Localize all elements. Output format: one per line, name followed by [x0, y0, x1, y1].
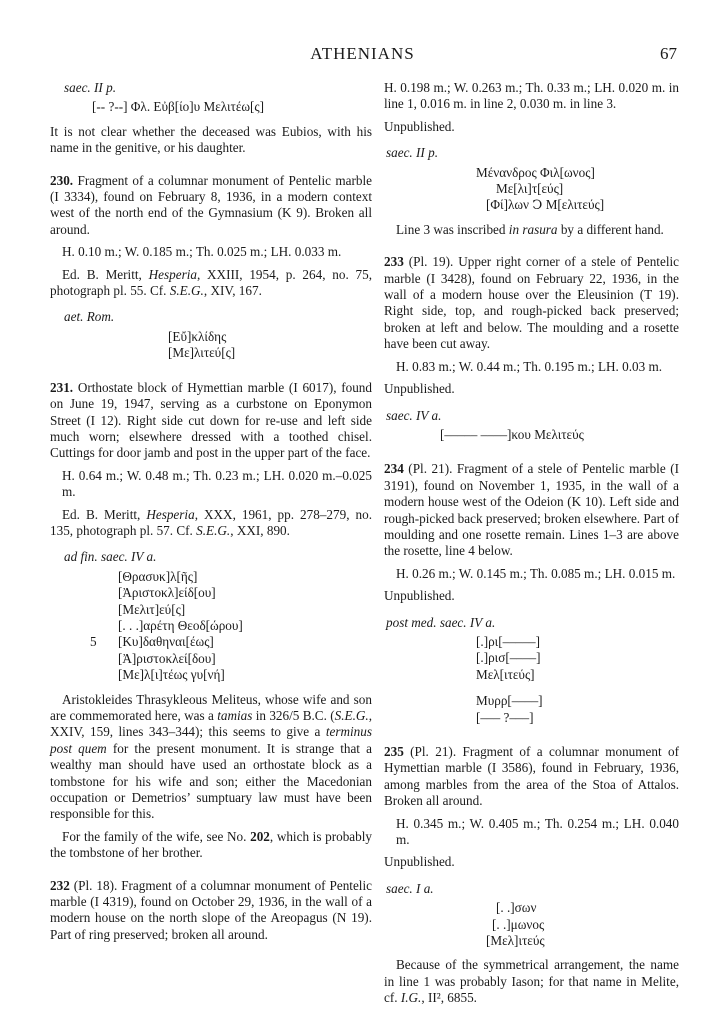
line-marker: 5 [90, 634, 97, 650]
inscription-line: [Φί]λων Ↄ Μ[ελιτεύς] [486, 197, 605, 213]
left-column [50, 80, 372, 949]
entry-description: 231. Orthostate block of Hymettian marble (I 6017), found on June 19, 1947, serving as a curbstone on Eponymon Street (I 12). Right side cut down for re-use and left side much worn; elsewhere dressed with a toothed chisel. Cuttings for door jamb and post in the upper part of the face. [50, 379, 372, 461]
inscription-text [384, 900, 679, 949]
inscription-text [384, 634, 679, 726]
entry-date: saec. IV a. [386, 407, 442, 423]
entry-dimensions: H. 0.26 m.; W. 0.145 m.; Th. 0.085 m.; LH. 0.015 m. [396, 565, 676, 581]
inscription-line: Μελ[ιτεύς] [476, 666, 535, 682]
entry-231 [50, 380, 372, 862]
inscription-line: 5 [Κυ]δαθηναι[έως] [90, 634, 214, 650]
entry-commentary: Line 3 was inscribed in rasura by a different hand. [396, 221, 664, 237]
entry-commentary: It is not clear whether the deceased was Eubios, with his name in the genitive, or his daughter. [50, 123, 372, 156]
inscription-text [50, 569, 372, 684]
inscription-line: [.]ρισ[––––] [476, 650, 541, 666]
entry-commentary: For the family of the wife, see No. 202, which is probably the tombstone of her brother. [50, 828, 373, 861]
inscription-line: Με[λι]τ[εύς] [496, 181, 564, 197]
right-column [384, 80, 679, 1013]
entry-number: 230. [50, 172, 74, 188]
entry-description: 234 (Pl. 21). Fragment of a stele of Pentelic marble (I 3191), found on November 1, 1935, in the wall of a modern house west of the Odeion (K 10). Left side and rough-picked back preserved; broken elsewhere. Part of moulding and one rosette remain. Lines 1–3 are above the rosette, line 4 below. [384, 461, 679, 559]
entry-dimensions: H. 0.345 m.; W. 0.405 m.; Th. 0.254 m.; LH. 0.040 m. [396, 815, 679, 848]
entry-233 [384, 254, 679, 443]
inscription-line: [Μελ]ιτεύς [486, 933, 545, 949]
entry-dimensions: H. 0.10 m.; W. 0.185 m.; Th. 0.025 m.; LH. 0.033 m. [62, 244, 342, 260]
inscription-line: [. . .]αρέτη Θεοδ[ώρου] [118, 617, 243, 633]
entry-status: Unpublished. [384, 854, 455, 870]
entry-date: saec. II p. [64, 80, 116, 95]
entry-232 [50, 878, 372, 944]
entry-description: 233 (Pl. 19). Upper right corner of a stele of Pentelic marble (I 3428), found on February 22, 1936, in the wall of a modern house over the Eleusinion (T 19). Right side, top, and rough-picked back preserved; broken at left and below. The moulding and a rosette have been cut away. [384, 254, 679, 352]
entry-description: 235 (Pl. 21). Fragment of a columnar monument of Hymettian marble (I 3586), found in February, 1936, among marbles from the area of the Stoa of Attalos. Broken all around. [384, 744, 679, 809]
entry-date: aet. Rom. [64, 309, 115, 325]
inscription-text [384, 165, 679, 214]
inscription-line: [––––– ––––]κου Μελιτεύς [440, 426, 584, 442]
entry-229-continuation [50, 80, 372, 157]
inscription-text [50, 329, 372, 362]
entry-bibliography: Ed. B. Meritt, Hesperia, XXX, 1961, pp. 278–279, no. 135, photograph pl. 57. Cf. S.E.G., XXI, 890. [50, 506, 372, 538]
inscription-line: [––– ?–––] [476, 709, 534, 725]
inscription-line: [Θρασυκ]λ[ῆς] [118, 568, 198, 584]
inscription-line: Μένανδρος Φιλ[ωνος] [476, 164, 595, 180]
inscription-line: [Με]λ[ι]τέως γυ[νή] [118, 667, 225, 683]
entry-number: 235 [384, 744, 404, 759]
entry-date: saec. I a. [386, 880, 434, 896]
inscription-line: [. .]σων [496, 900, 537, 916]
entry-date: post med. saec. IV a. [386, 614, 496, 630]
page-header [0, 44, 725, 70]
entry-234 [384, 461, 679, 726]
entry-status: Unpublished. [384, 588, 455, 604]
entry-description: 232 (Pl. 18). Fragment of a columnar monument of Pentelic marble (I 4319), found on October 29, 1936, in the wall of a modern house on the north slope of the Areopagus (N 19). Part of ring preserved; broken all around. [50, 877, 372, 942]
inscription-line: [Ἀ]ριστοκλεί[δου] [118, 650, 216, 666]
inscription-line: [-- ?--] Φλ. Εὐβ[ίο]υ Μελιτέω[ς] [92, 99, 265, 115]
entry-commentary: Aristokleides Thrasykleous Meliteus, whose wife and son are commemorated here, was a tamias in 326/5 B.C. (S.E.G., XXIV, 159, lines 343–344); this seems to give a terminus post quem for the present monument. It is strange that a wealthy man should have used an orthostate block as a tombstone for his wife and son; either the Macedonian occupation or Demetrios’ sumptuary law must have been responsible for this. [50, 691, 372, 822]
inscription-line: [Εὔ]κλίδης [168, 328, 227, 344]
entry-status: Unpublished. [384, 381, 455, 397]
inscription-text [50, 99, 372, 115]
inscription-line: [Με]λιτεύ[ς] [168, 345, 236, 361]
inscription-line: [Ἀριστοκλ]είδ[ου] [118, 585, 216, 601]
entry-status: Unpublished. [384, 118, 455, 134]
running-title: ATHENIANS [310, 44, 415, 63]
inscription-text [384, 427, 679, 443]
inscription-line: Μυρρ[––––] [476, 693, 543, 709]
entry-dimensions: H. 0.198 m.; W. 0.263 m.; Th. 0.33 m.; LH. 0.020 m. in line 1, 0.016 m. in line 2, 0.030 m. in line 3. [384, 80, 679, 112]
inscription-line: [.]ρι[–––––] [476, 633, 540, 649]
entry-description: 230. Fragment of a columnar monument of Pentelic marble (I 3334), found on February 8, 1936, in a modern context west of the north end of the Gymnasium (K 9). Broken all around. [50, 172, 372, 237]
entry-date: saec. II p. [386, 145, 438, 161]
entry-232-continuation [384, 80, 679, 238]
entry-235 [384, 744, 679, 1007]
entry-number: 231. [50, 379, 74, 395]
entry-dimensions: H. 0.83 m.; W. 0.44 m.; Th. 0.195 m.; LH. 0.03 m. [396, 358, 663, 374]
entry-commentary: Because of the symmetrical arrangement, the name in line 1 was probably Iason; for that name in Melite, cf. I.G., II², 6855. [384, 957, 679, 1006]
cross-reference-link: 202 [250, 828, 270, 844]
entry-dimensions: H. 0.64 m.; W. 0.48 m.; Th. 0.23 m.; LH. 0.020 m.–0.025 m. [62, 467, 372, 500]
entry-number: 232 [50, 877, 70, 893]
page-number: 67 [660, 44, 677, 63]
entry-number: 233 [384, 254, 404, 270]
entry-date: ad fin. saec. IV a. [64, 549, 157, 565]
entry-bibliography: Ed. B. Meritt, Hesperia, XXIII, 1954, p. 264, no. 75, photograph pl. 55. Cf. S.E.G., XIV, 167. [50, 266, 372, 299]
entry-number: 234 [384, 461, 404, 477]
inscription-line: [Μελιτ]εύ[ς] [118, 601, 186, 617]
inscription-line: [. .]μωνος [492, 916, 545, 932]
entry-230 [50, 173, 372, 362]
